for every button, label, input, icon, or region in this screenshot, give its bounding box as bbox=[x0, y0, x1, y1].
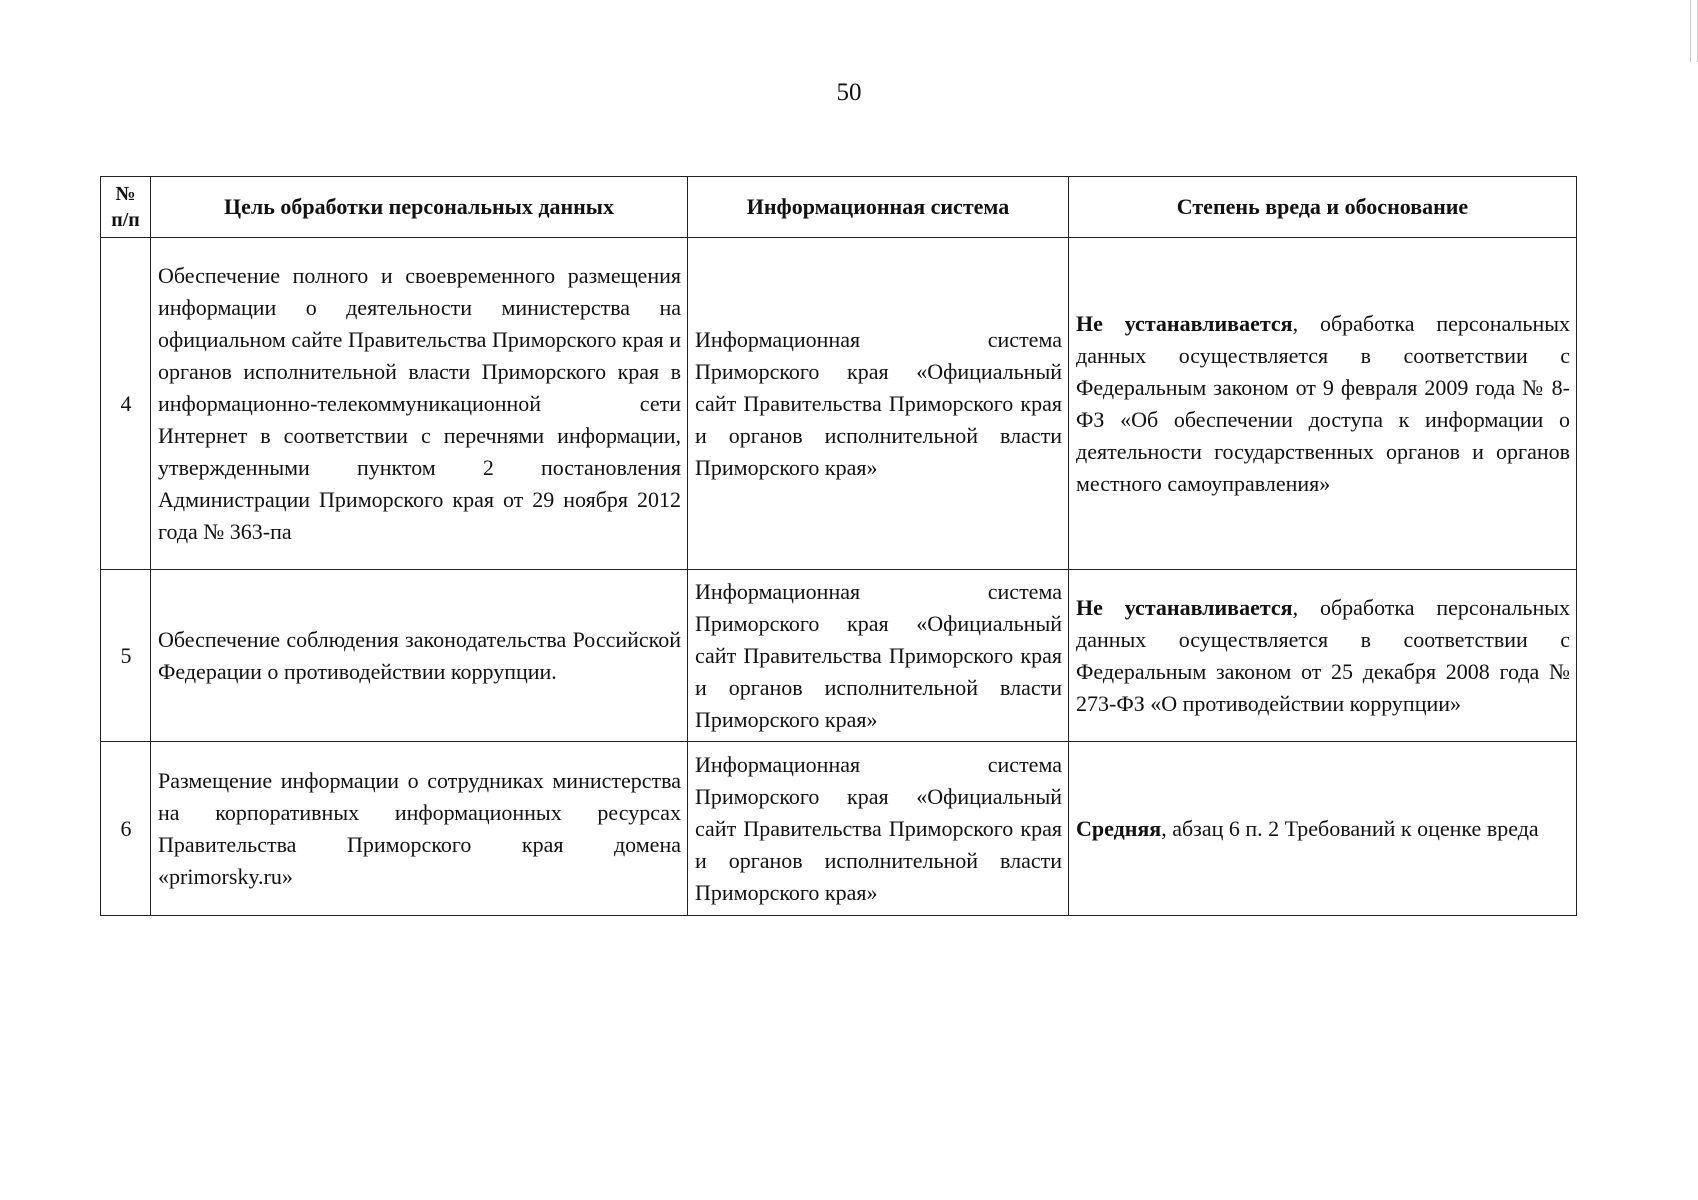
table-row bbox=[101, 238, 1577, 570]
row-harm bbox=[1069, 238, 1577, 570]
header-harm: Степень вреда и обоснование bbox=[1069, 177, 1577, 238]
row-system: Информационная система Приморского края «Официальный сайт Правительства Приморского края и органов исполнительной власти Приморского края» bbox=[688, 570, 1069, 742]
harm-level: Не устанавливается bbox=[1076, 594, 1293, 620]
row-harm bbox=[1069, 570, 1577, 742]
row-purpose: Обеспечение соблюдения законодательства Российской Федерации о противодействии коррупции. bbox=[151, 570, 688, 742]
table-row bbox=[101, 570, 1577, 742]
row-number: 4 bbox=[101, 238, 151, 570]
row-harm bbox=[1069, 742, 1577, 916]
scan-edge-mark bbox=[1690, 0, 1698, 62]
harm-level: Средняя bbox=[1076, 815, 1162, 841]
table-header-row bbox=[101, 177, 1577, 238]
header-system: Информационная система bbox=[688, 177, 1069, 238]
table-row bbox=[101, 742, 1577, 916]
header-num: № п/п bbox=[101, 177, 151, 238]
row-system: Информационная система Приморского края «Официальный сайт Правительства Приморского края и органов исполнительной власти Приморского края» bbox=[688, 238, 1069, 570]
row-number: 6 bbox=[101, 742, 151, 916]
row-number: 5 bbox=[101, 570, 151, 742]
personal-data-table bbox=[100, 176, 1577, 916]
harm-level: Не устанавливается bbox=[1076, 310, 1293, 336]
header-purpose: Цель обработки персональных данных bbox=[151, 177, 688, 238]
row-purpose: Обеспечение полного и своевременного размещения информации о деятельности министерства на официальном сайте Правительства Приморского края и органов исполнительной власти Приморского края в информационно-телекоммуникационной сети Интернет в соответствии с перечнями информации, утвержденными пунктом 2 постановления Администрации Приморского края от 29 ноября 2012 года № 363-па bbox=[151, 238, 688, 570]
row-purpose: Размещение информации о сотрудниках министерства на корпоративных информационных ресурсах Правительства Приморского края домена «primorsky.ru» bbox=[151, 742, 688, 916]
page-number: 50 bbox=[836, 79, 862, 106]
harm-justification: , абзац 6 п. 2 Требований к оценке вреда bbox=[1161, 815, 1539, 841]
harm-justification: , обработка персональных данных осуществляется в соответствии с Федеральным законом от 9 февраля 2009 года № 8-ФЗ «Об обеспечении доступа к информации о деятельности государственных органов и органов местного самоуправления» bbox=[1076, 310, 1570, 496]
row-system: Информационная система Приморского края «Официальный сайт Правительства Приморского края и органов исполнительной власти Приморского края» bbox=[688, 742, 1069, 916]
harm-justification: , обработка персональных данных осуществляется в соответствии с Федеральным законом от 25 декабря 2008 года № 273-ФЗ «О противодействии коррупции» bbox=[1076, 594, 1570, 716]
